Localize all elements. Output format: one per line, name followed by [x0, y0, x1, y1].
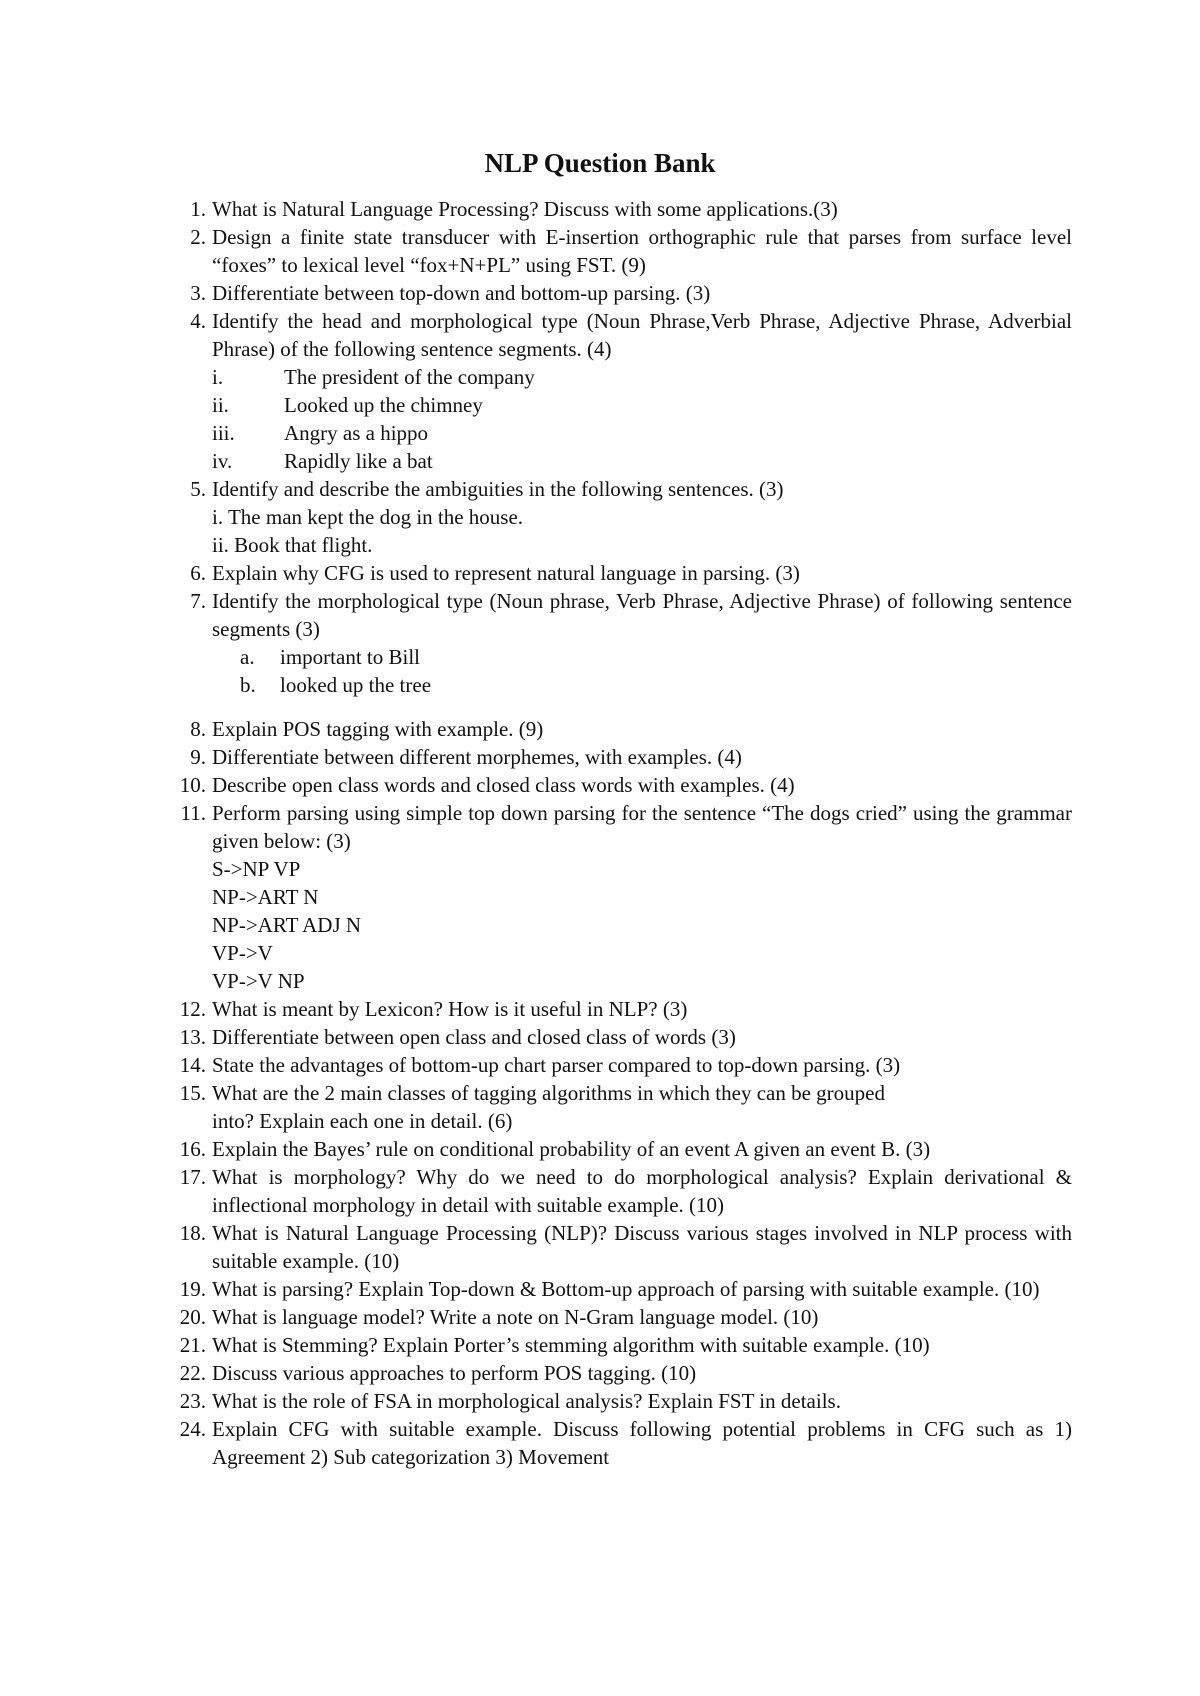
- question-item: [172, 279, 1072, 307]
- question-body: [212, 799, 1072, 995]
- question-number: 15.: [179, 1081, 206, 1105]
- question-item: [172, 1023, 1072, 1051]
- question-number: 12.: [179, 997, 206, 1021]
- question-item: [172, 1331, 1072, 1359]
- question-number: 16.: [179, 1137, 206, 1161]
- question-line: i. The man kept the dog in the house.: [212, 505, 524, 529]
- grammar-rule: VP->V: [212, 941, 273, 965]
- question-item: [172, 1051, 1072, 1079]
- question-text: What is parsing? Explain Top-down & Bottom-up approach of parsing with suitable example. (10): [212, 1277, 1040, 1301]
- question-number: 9.: [190, 745, 206, 769]
- question-number: 5.: [190, 477, 206, 501]
- question-item: [172, 1415, 1072, 1471]
- question-number: 21.: [179, 1333, 206, 1357]
- question-item: [172, 307, 1072, 475]
- question-text: What is language model? Write a note on N-Gram language model. (10): [212, 1305, 819, 1329]
- question-text: Identify the head and morphological type (Noun Phrase,Verb Phrase, Adjective Phrase, Adverbial Phrase) of the following sentence segments. (4): [212, 309, 1072, 361]
- question-item: [172, 1359, 1072, 1387]
- question-item: [172, 475, 1072, 559]
- question-number: 20.: [179, 1305, 206, 1329]
- sub-item-number: ii.: [212, 393, 229, 417]
- spacer: [172, 699, 1072, 715]
- question-number: 19.: [179, 1277, 206, 1301]
- question-number: 8.: [190, 717, 206, 741]
- sub-item-text: looked up the tree: [280, 673, 432, 697]
- question-text: What is Natural Language Processing (NLP)? Discuss various stages involved in NLP process with suitable example. (10): [212, 1221, 1072, 1273]
- sub-item-text: Looked up the chimney: [284, 393, 483, 417]
- sub-item: [212, 363, 1072, 391]
- question-number: 17.: [179, 1165, 206, 1189]
- grammar-rule: NP->ART N: [212, 885, 319, 909]
- question-number: 14.: [179, 1053, 206, 1077]
- question-number: 10.: [179, 773, 206, 797]
- question-text: Differentiate between open class and closed class of words (3): [212, 1025, 736, 1049]
- question-number: 6.: [190, 561, 206, 585]
- question-text: Identify and describe the ambiguities in the following sentences. (3): [212, 477, 784, 501]
- question-number: 2.: [190, 225, 206, 249]
- question-number: 23.: [179, 1389, 206, 1413]
- question-body: [212, 307, 1072, 475]
- sub-item-text: important to Bill: [280, 645, 420, 669]
- question-number: 1.: [190, 197, 206, 221]
- question-item: [172, 715, 1072, 743]
- question-text: Identify the morphological type (Noun phrase, Verb Phrase, Adjective Phrase) of following sentence segments (3): [212, 589, 1072, 641]
- question-number: 18.: [179, 1221, 206, 1245]
- question-text: What is Natural Language Processing? Discuss with some applications.(3): [212, 197, 838, 221]
- sub-item: [212, 447, 1072, 475]
- sub-item-number: iii.: [212, 421, 235, 445]
- question-item: [172, 587, 1072, 699]
- question-number: 11.: [180, 801, 206, 825]
- question-item: [172, 799, 1072, 995]
- question-item: [172, 559, 1072, 587]
- question-body: [212, 475, 1072, 559]
- question-item: [172, 223, 1072, 279]
- question-text: Discuss various approaches to perform POS tagging. (10): [212, 1361, 697, 1385]
- question-text: Explain why CFG is used to represent natural language in parsing. (3): [212, 561, 800, 585]
- question-item: [172, 1135, 1072, 1163]
- question-text-continued: into? Explain each one in detail. (6): [212, 1109, 513, 1133]
- page-title: NLP Question Bank: [484, 148, 716, 178]
- question-item: [172, 1219, 1072, 1275]
- question-text: What is meant by Lexicon? How is it useful in NLP? (3): [212, 997, 688, 1021]
- sub-item: [212, 643, 1072, 671]
- sub-item-text: Rapidly like a bat: [284, 449, 433, 473]
- question-text: What is the role of FSA in morphological analysis? Explain FST in details.: [212, 1389, 841, 1413]
- sub-item-number: i.: [212, 365, 224, 389]
- question-number: 7.: [190, 589, 206, 613]
- question-text: Explain the Bayes’ rule on conditional probability of an event A given an event B. (3): [212, 1137, 931, 1161]
- grammar-rule: S->NP VP: [212, 857, 301, 881]
- question-text: State the advantages of bottom-up chart parser compared to top-down parsing. (3): [212, 1053, 901, 1077]
- question-text: What is Stemming? Explain Porter’s stemming algorithm with suitable example. (10): [212, 1333, 930, 1357]
- question-item: [172, 995, 1072, 1023]
- question-item: [172, 1163, 1072, 1219]
- question-text: Describe open class words and closed class words with examples. (4): [212, 773, 795, 797]
- question-number: 13.: [179, 1025, 206, 1049]
- sub-item-text: Angry as a hippo: [284, 421, 429, 445]
- sub-item: [212, 671, 1072, 699]
- question-item: [172, 743, 1072, 771]
- question-body: [212, 587, 1072, 699]
- question-item: [172, 1387, 1072, 1415]
- sub-item-number: iv.: [212, 449, 233, 473]
- sub-item-number: b.: [240, 673, 256, 697]
- question-item: [172, 1275, 1072, 1303]
- question-text: Explain POS tagging with example. (9): [212, 717, 544, 741]
- sub-item-text: The president of the company: [284, 365, 535, 389]
- sub-item: [212, 391, 1072, 419]
- question-item: [172, 1303, 1072, 1331]
- question-text: Design a finite state transducer with E-insertion orthographic rule that parses from surface level “foxes” to lexical level “fox+N+PL” using FST. (9): [212, 225, 1072, 277]
- question-line: ii. Book that flight.: [212, 533, 373, 557]
- grammar-rule: VP->V NP: [212, 969, 305, 993]
- question-number: 24.: [179, 1417, 206, 1441]
- sub-item-number: a.: [240, 645, 255, 669]
- question-number: 4.: [190, 309, 206, 333]
- question-body: [212, 1079, 1072, 1135]
- question-number: 22.: [179, 1361, 206, 1385]
- question-text: Explain CFG with suitable example. Discuss following potential problems in CFG such as 1) Agreement 2) Sub categorization 3) Movement: [212, 1417, 1072, 1469]
- question-text: Differentiate between different morphemes, with examples. (4): [212, 745, 742, 769]
- question-list: [172, 195, 1072, 1471]
- question-text: Perform parsing using simple top down parsing for the sentence “The dogs cried” using the grammar given below: (3): [212, 801, 1072, 853]
- sub-item: [212, 419, 1072, 447]
- question-item: [172, 195, 1072, 223]
- question-text: What is morphology? Why do we need to do morphological analysis? Explain derivational & inflectional morphology in detail with suitable example. (10): [212, 1165, 1072, 1217]
- question-item: [172, 1079, 1072, 1135]
- question-item: [172, 771, 1072, 799]
- grammar-rule: NP->ART ADJ N: [212, 913, 362, 937]
- question-text: What are the 2 main classes of tagging algorithms in which they can be grouped: [212, 1081, 885, 1105]
- question-number: 3.: [190, 281, 206, 305]
- question-text: Differentiate between top-down and bottom-up parsing. (3): [212, 281, 711, 305]
